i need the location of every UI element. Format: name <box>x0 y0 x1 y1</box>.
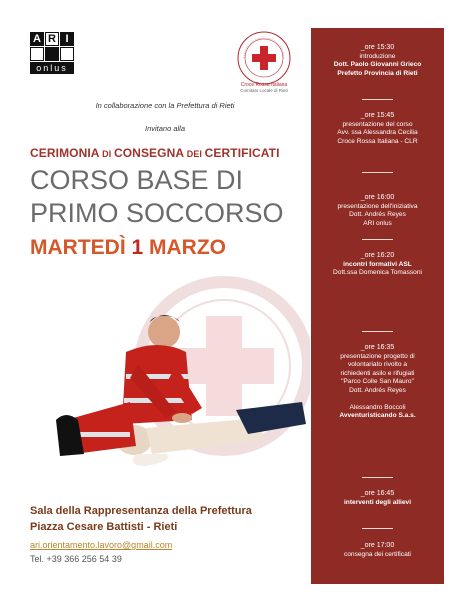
event-date <box>30 236 226 260</box>
program-time: _ore 16:00 <box>360 194 395 201</box>
contact-email-link[interactable]: ari.orientamento.lavoro@gmail.com <box>30 540 173 550</box>
logo-square <box>30 47 44 61</box>
invite-text: Invitano alla <box>144 124 186 133</box>
course-title-line1: CORSO BASE DI <box>30 165 244 195</box>
program-panel <box>311 28 444 584</box>
program-item <box>311 194 444 228</box>
cri-logo-line1: Croce Rossa Italiana <box>240 82 288 88</box>
program-item <box>311 490 444 507</box>
cri-logo-line2: Comitato Locale di Rieti <box>240 88 288 93</box>
logo-onlus: onlus <box>30 62 74 74</box>
program-time: _ore 16:20 <box>360 252 395 259</box>
logo-square <box>45 47 59 61</box>
ari-onlus-logo <box>30 32 76 78</box>
program-time: _ore 17:00 <box>360 542 395 549</box>
program-time: _ore 16:35 <box>360 344 395 351</box>
program-item <box>311 542 444 559</box>
program-line: presentazione dell'iniziativa <box>337 202 418 210</box>
program-line: Avv. ssa Alessandra Cecilia <box>337 129 418 137</box>
program-item <box>311 344 444 421</box>
ceremony-word: CONSEGNA <box>113 146 185 160</box>
program-line: interventi degli allievi <box>343 498 412 506</box>
program-item <box>311 44 444 78</box>
program-time: _ore 16:45 <box>360 490 395 497</box>
course-title-line2: PRIMO SOCCORSO <box>30 198 284 228</box>
divider <box>362 331 393 332</box>
program-line: Dott. Andrés Reyes <box>349 211 406 219</box>
ceremony-small: DI <box>99 149 114 159</box>
program-line: incontri formativi ASL <box>343 260 412 268</box>
program-line: Dott.ssa Domenica Tomassoni <box>333 269 422 277</box>
program-item <box>311 112 444 146</box>
venue-name: Sala della Rappresentanza della Prefettura <box>30 505 252 517</box>
divider <box>362 99 393 100</box>
program-item <box>311 252 444 278</box>
logo-letter-i: I <box>60 32 74 46</box>
program-time: _ore 15:30 <box>360 44 395 51</box>
divider <box>362 172 393 173</box>
program-line: richiedenti asilo e rifugiati <box>340 369 415 377</box>
venue-address: Piazza Cesare Battisti - Rieti <box>30 521 178 533</box>
logo-square <box>60 47 74 61</box>
program-line: Prefetto Provincia di Rieti <box>337 69 418 77</box>
program-line: presentazione progetto di <box>340 352 415 360</box>
program-line: Dott. Paolo Giovanni Grieco <box>333 61 422 69</box>
divider <box>362 528 393 529</box>
croce-rossa-seal <box>236 30 292 86</box>
program-line: Avventuristicando S.a.s. <box>339 412 416 420</box>
divider <box>362 477 393 478</box>
ceremony-small: DEI <box>184 149 205 159</box>
date-number: 1 <box>131 236 144 259</box>
collaboration-text: In collaborazione con la Prefettura di Rieti <box>95 101 235 110</box>
ceremony-heading <box>30 146 280 160</box>
program-line: ARI onlus <box>363 219 392 227</box>
program-line: Alessandro Boccoli <box>349 403 406 411</box>
spacer <box>311 396 444 404</box>
cri-logo-text <box>224 82 304 94</box>
ceremony-word: CERTIFICATI <box>204 146 280 160</box>
program-line: "Parco Colle San Mauro" <box>341 378 414 386</box>
contact-phone: Tel. +39 366 256 54 39 <box>30 554 122 564</box>
program-line: consegna dei certificati <box>343 550 412 558</box>
logo-letter-r: R <box>45 32 59 46</box>
program-line: Croce Rossa Italiana - CLR <box>337 137 418 145</box>
logo-letter-a: A <box>30 32 44 46</box>
program-time: _ore 15:45 <box>360 112 395 119</box>
date-day: MARTEDÌ <box>30 236 132 259</box>
ceremony-word: CERIMONIA <box>30 146 100 160</box>
program-line: introduzione <box>359 52 396 60</box>
cpr-illustration <box>26 270 310 490</box>
date-month: MARZO <box>143 236 227 259</box>
program-line: presentazione del corso <box>342 120 413 128</box>
program-line: volontariato rivolto a <box>347 361 407 369</box>
divider <box>362 239 393 240</box>
program-line: Dott. Andrés Reyes <box>349 386 406 394</box>
